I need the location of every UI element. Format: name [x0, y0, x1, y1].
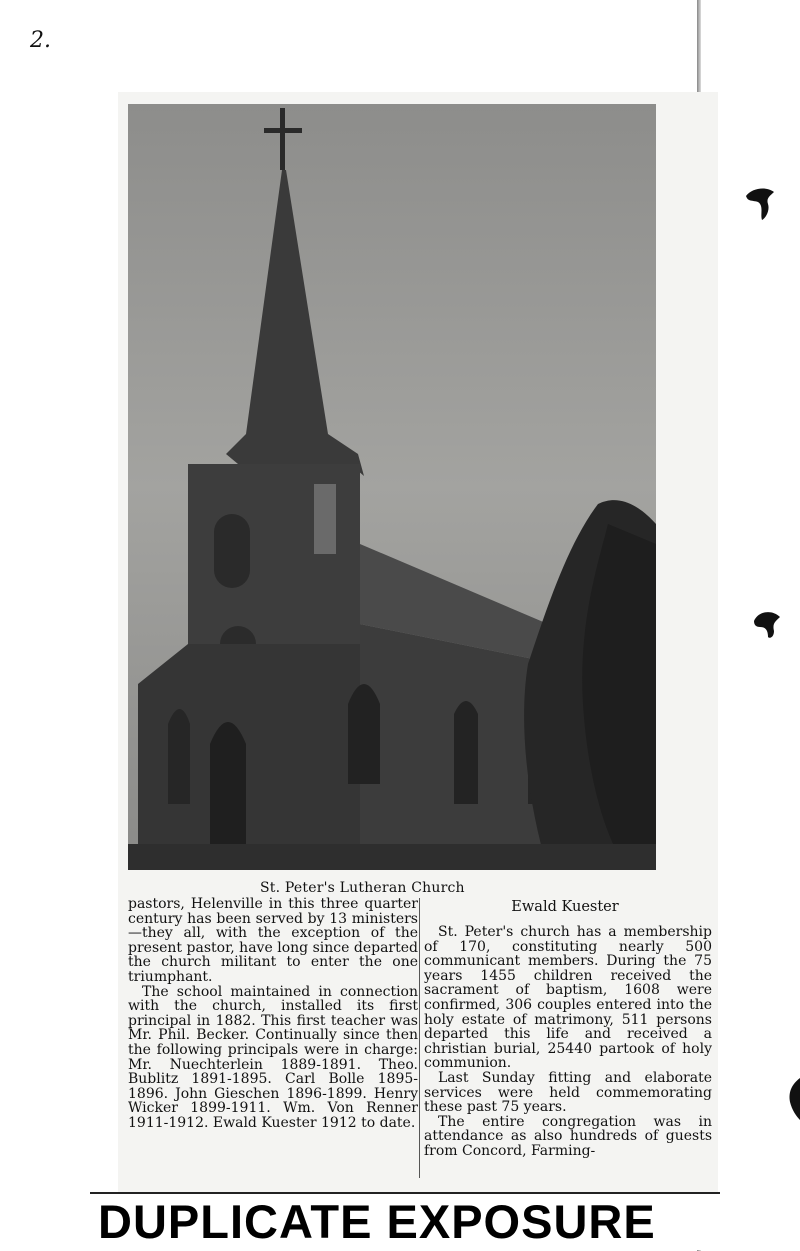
- paragraph: pastors, Helenville in this three quarter century has been served by 13 ministers—they all, with the exception of the present pastor, have long since departed the church militant to enter the one triumphant.: [128, 896, 418, 985]
- page-number: 2.: [30, 28, 51, 53]
- paragraph: The entire congregation was in attendance as also hundreds of guests from Concord, Farming-: [424, 1113, 712, 1159]
- ink-blot-icon: [744, 186, 778, 222]
- church-photo: [128, 104, 656, 870]
- photo-caption: St. Peter's Lutheran Church: [260, 880, 465, 896]
- article-right-column: [424, 925, 712, 1159]
- church-illustration: [128, 104, 656, 870]
- ink-blot-icon: [786, 1078, 800, 1120]
- column-divider: [419, 898, 420, 1178]
- paragraph: Last Sunday fitting and elaborate services were held commemorating these past 75 years.: [424, 1069, 712, 1116]
- paragraph: The school maintained in connection with the church, installed its first principal in 1882. This first teacher was Mr. Phil. Becker. Continually since then the following principals were in charge: Mr. Nuechterlein 1889-1891. Theo. Bublitz 1891-1895. Carl Bolle 1895-1896. John Gieschen 1896-1899. Henry Wicker 1899-1911. Wm. Von Renner 1911-1912. Ewald Kuester 1912 to date.: [128, 983, 418, 1131]
- ink-blot-icon: [752, 607, 782, 641]
- byline: Ewald Kuester: [511, 899, 619, 915]
- paragraph: St. Peter's church has a membership of 170, constituting nearly 500 communicant members. During the 75 years 1455 children received the sacrament of baptism, 1608 were confirmed, 306 couples entered into the holy estate of matrimony, 511 persons departed this life and received a christian burial, 25440 partook of holy communion.: [424, 924, 712, 1072]
- cross-icon: [280, 108, 285, 170]
- article-left-column: [128, 897, 418, 1131]
- duplicate-exposure-stamp: DUPLICATE EXPOSURE: [98, 1195, 656, 1248]
